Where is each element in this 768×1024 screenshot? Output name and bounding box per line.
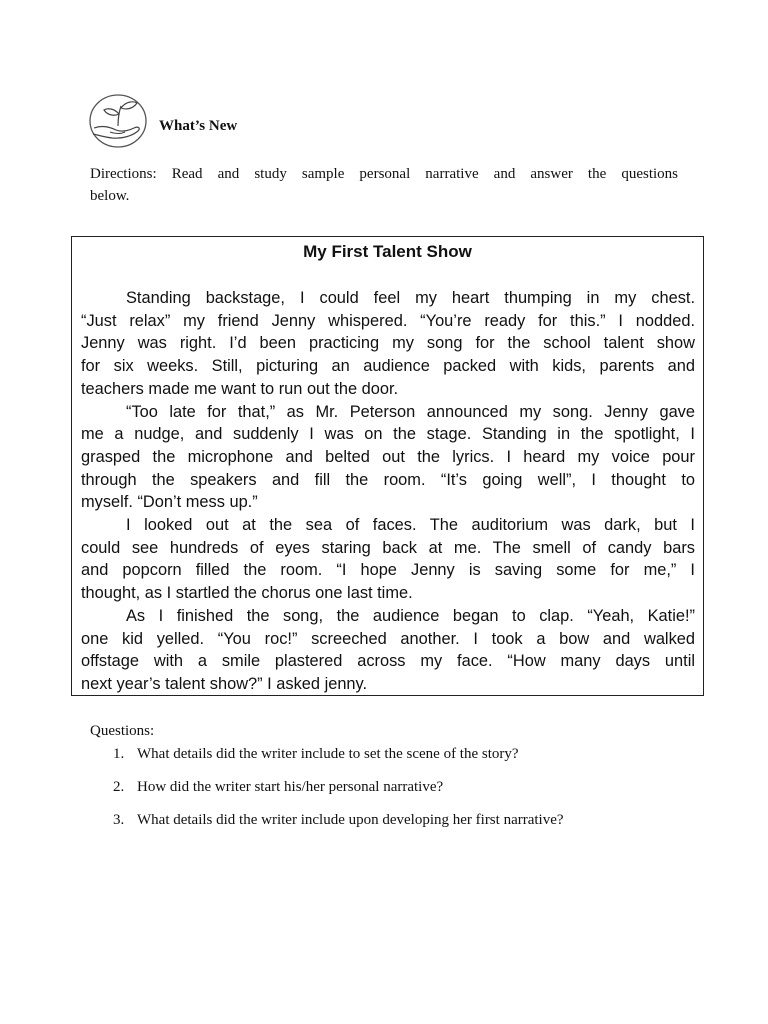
question-number: 3.	[113, 812, 125, 828]
section-title: What’s New	[159, 118, 238, 134]
story-line: thought, as I startled the chorus one last time.	[81, 584, 413, 603]
story-line: “Too late for that,” as Mr. Peterson announced my song. Jenny gave	[126, 402, 695, 421]
story-line: myself. “Don’t mess up.”	[81, 493, 258, 512]
question-item	[113, 810, 564, 843]
story-line: As I finished the song, the audience began to clap. “Yeah, Katie!”	[126, 606, 695, 625]
question-item	[113, 777, 564, 810]
question-text: What details did the writer include upon developing her first narrative?	[137, 812, 564, 828]
question-text: How did the writer start his/her personal narrative?	[137, 779, 444, 795]
story-line: me a nudge, and suddenly I was on the stage. Standing in the spotlight, I	[81, 425, 695, 444]
directions-text	[90, 163, 678, 207]
story-body	[81, 287, 695, 696]
question-number: 1.	[113, 746, 125, 762]
story-line: and popcorn filled the room. “I hope Jenny is saving some for me,” I	[81, 561, 695, 580]
story-box	[71, 236, 704, 696]
hand-with-sprout-icon	[88, 92, 152, 150]
story-line: teachers made me want to run out the door.	[81, 379, 399, 398]
story-line: offstage with a smile plastered across my face. “How many days until	[81, 652, 695, 671]
story-line: grasped the microphone and belted out the lyrics. I heard my voice pour	[81, 447, 695, 466]
directions-line-2: below.	[90, 188, 130, 204]
questions-heading: Questions:	[90, 723, 155, 739]
story-line: one kid yelled. “You roc!” screeched another. I took a bow and walked	[81, 629, 695, 648]
story-line: for six weeks. Still, picturing an audience packed with kids, parents and	[81, 357, 695, 376]
story-line: Jenny was right. I’d been practicing my song for the school talent show	[81, 334, 695, 353]
questions-list	[113, 744, 564, 843]
story-line: “Just relax” my friend Jenny whispered. “You’re ready for this.” I nodded.	[81, 311, 695, 330]
question-number: 2.	[113, 779, 125, 795]
story-line: next year’s talent show?” I asked jenny.	[81, 674, 368, 693]
question-text: What details did the writer include to set the scene of the story?	[137, 746, 519, 762]
question-item	[113, 744, 564, 777]
story-title: My First Talent Show	[303, 242, 472, 261]
story-line: through the speakers and fill the room. “It’s going well”, I thought to	[81, 470, 695, 489]
directions-line-1: Directions: Read and study sample personal narrative and answer the questions	[90, 166, 678, 182]
story-line: could see hundreds of eyes staring back at me. The smell of candy bars	[81, 538, 695, 557]
story-line: Standing backstage, I could feel my heart thumping in my chest.	[126, 289, 695, 307]
story-line: I looked out at the sea of faces. The auditorium was dark, but I	[126, 516, 695, 535]
